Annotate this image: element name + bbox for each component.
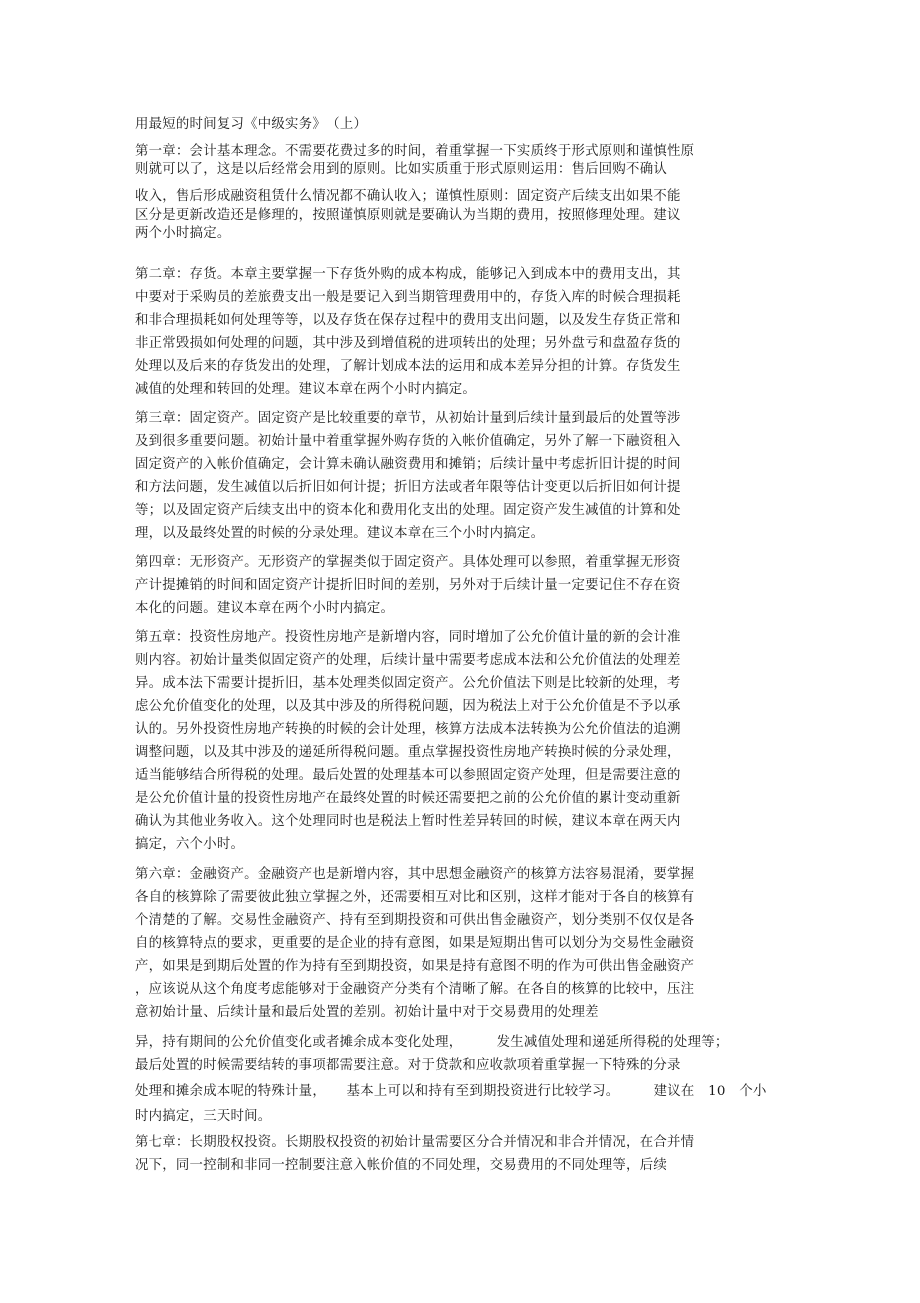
paragraph-line: 确认为其他业务收入。这个处理同时也是税法上暂时性差异转回的时候，建议本章在两天内 [135, 814, 681, 829]
document-title: 用最短的时间复习《中级实务》 （上） [135, 117, 368, 132]
paragraph-line: 处理以及后来的存货发出的处理，了解计划成本法的运用和成本差异分担的计算。存货发生 [135, 359, 681, 374]
paragraph-line: 个清楚的了解。交易性金融资产、持有至到期投资和可供出售金融资产，划分类别不仅仅是各 [135, 913, 695, 928]
paragraph-line: 第五章：投资性房地产。投资性房地产是新增内容，同时增加了公允价值计量的新的会计准 [135, 630, 681, 645]
paragraph-line: 理，以及最终处置的时候的分录处理。建议本章在三个小时内搞定。 [135, 526, 545, 541]
paragraph-line: 况下，同一控制和非同一控制要注意入帐价值的不同处理，交易费用的不同处理等，后续 [135, 1158, 667, 1173]
paragraph-line: 适当能够结合所得税的处理。最后处置的处理基本可以参照固定资产处理，但是需要注意的 [135, 768, 681, 783]
paragraph-line: 异。成本法下需要计提折旧，基本处理类似固定资产。公允价值法下则是比较新的处理，考 [135, 676, 681, 691]
paragraph-line: 意初始计量、后续计量和最后处置的差别。初始计量中对于交易费用的处理差 [135, 1005, 599, 1020]
paragraph-line: 搞定，六个小时。 [135, 837, 245, 852]
paragraph-line: 本化的问题。建议本章在两个小时内搞定。 [135, 601, 395, 616]
paragraph-line: 第四章：无形资产。无形资产的掌握类似于固定资产。具体处理可以参照，着重掌握无形资 [135, 555, 681, 570]
paragraph-line: 固定资产的入帐价值确定，会计算未确认融资费用和摊销；后续计量中考虑折旧计提的时间 [135, 457, 681, 472]
paragraph-line: 时内搞定，三天时间。 [135, 1109, 272, 1124]
paragraph-line: 认的。另外投资性房地产转换的时候的会计处理，核算方法成本法转换为公允价值法的追溯 [135, 722, 681, 737]
paragraph-line: 第二章：存货。本章主要掌握一下存货外购的成本构成，能够记入到成本中的费用支出，其 [135, 267, 681, 282]
paragraph-line: 区分是更新改造还是修理的，按照谨慎原则就是要确认为当期的费用，按照修理处理。建议 [135, 208, 681, 223]
paragraph-line: 中要对于采购员的差旅费支出一般是要记入到当期管理费用中的，存货入库的时候合理损耗 [135, 290, 681, 305]
paragraph-line: 处理和摊余成本呢的特殊计量， 基本上可以和持有至到期投资进行比较学习。 建议在 10 个小 [135, 1084, 767, 1099]
paragraph-line: 则就可以了，这是以后经常会用到的原则。比如实质重于形式原则运用：售后回购不确认 [135, 162, 667, 177]
paragraph-line: 产，如果是到期后处置的作为持有至到期投资，如果是持有意图不明的作为可供出售金融资产 [135, 959, 695, 974]
paragraph-line: 是公允价值计量的投资性房地产在最终处置的时候还需要把之前的公允价值的累计变动重新 [135, 791, 681, 806]
paragraph-line: 和方法问题，发生减值以后折旧如何计提；折旧方法或者年限等估计变更以后折旧如何计提 [135, 480, 681, 495]
paragraph-line: 两个小时搞定。 [135, 226, 231, 241]
paragraph-line: 异，持有期间的公允价值变化或者摊余成本变化处理， 发生减值处理和递延所得税的处理等； [135, 1035, 729, 1050]
paragraph-line: 收入，售后形成融资租赁什么情况都不确认收入；谨慎性原则：固定资产后续支出如果不能 [135, 189, 681, 204]
paragraph-line: 各自的核算除了需要彼此独立掌握之外，还需要相互对比和区别，这样才能对于各自的核算有 [135, 890, 695, 905]
paragraph-line: 调整问题，以及其中涉及的递延所得税问题。重点掌握投资性房地产转换时候的分录处理， [135, 745, 681, 760]
paragraph-line: 非正常毁损如何处理的问题，其中涉及到增值税的进项转出的处理；另外盘亏和盘盈存货的 [135, 336, 681, 351]
paragraph-line: 第一章：会计基本理念。不需要花费过多的时间，着重掌握一下实质终于形式原则和谨慎性原 [135, 144, 695, 159]
paragraph-line: 自的核算特点的要求，更重要的是企业的持有意图，如果是短期出售可以划分为交易性金融资 [135, 936, 695, 951]
paragraph-line: 减值的处理和转回的处理。建议本章在两个小时内搞定。 [135, 382, 477, 397]
paragraph-line: 产计提摊销的时间和固定资产计提折旧时间的差别，另外对于后续计量一定要记住不存在资 [135, 578, 681, 593]
paragraph-line: 则内容。初始计量类似固定资产的处理，后续计量中需要考虑成本法和公允价值法的处理差 [135, 653, 681, 668]
paragraph-line: 虑公允价值变化的处理，以及其中涉及的所得税问题，因为税法上对于公允价值是不予以承 [135, 699, 681, 714]
paragraph-line: 及到很多重要问题。初始计量中着重掌握外购存货的入帐价值确定，另外了解一下融资租入 [135, 434, 681, 449]
paragraph-line: 等；以及固定资产后续支出中的资本化和费用化支出的处理。固定资产发生减值的计算和处 [135, 503, 681, 518]
paragraph-line: 第七章：长期股权投资。长期股权投资的初始计量需要区分合并情况和非合并情况，在合并情 [135, 1135, 695, 1150]
paragraph-line: 第三章：固定资产。固定资产是比较重要的章节，从初始计量到后续计量到最后的处置等涉 [135, 411, 681, 426]
paragraph-line: 和非合理损耗如何处理等等，以及存货在保存过程中的费用支出问题，以及发生存货正常和 [135, 313, 681, 328]
paragraph-line: 最后处置的时候需要结转的事项都需要注意。对于贷款和应收款项着重掌握一下特殊的分录 [135, 1058, 681, 1073]
paragraph-line: ，应该说从这个角度考虑能够对于金融资产分类有个清晰了解。在各自的核算的比较中，压注 [135, 982, 695, 997]
paragraph-line: 第六章：金融资产。金融资产也是新增内容，其中思想金融资产的核算方法容易混淆，要掌握 [135, 867, 695, 882]
